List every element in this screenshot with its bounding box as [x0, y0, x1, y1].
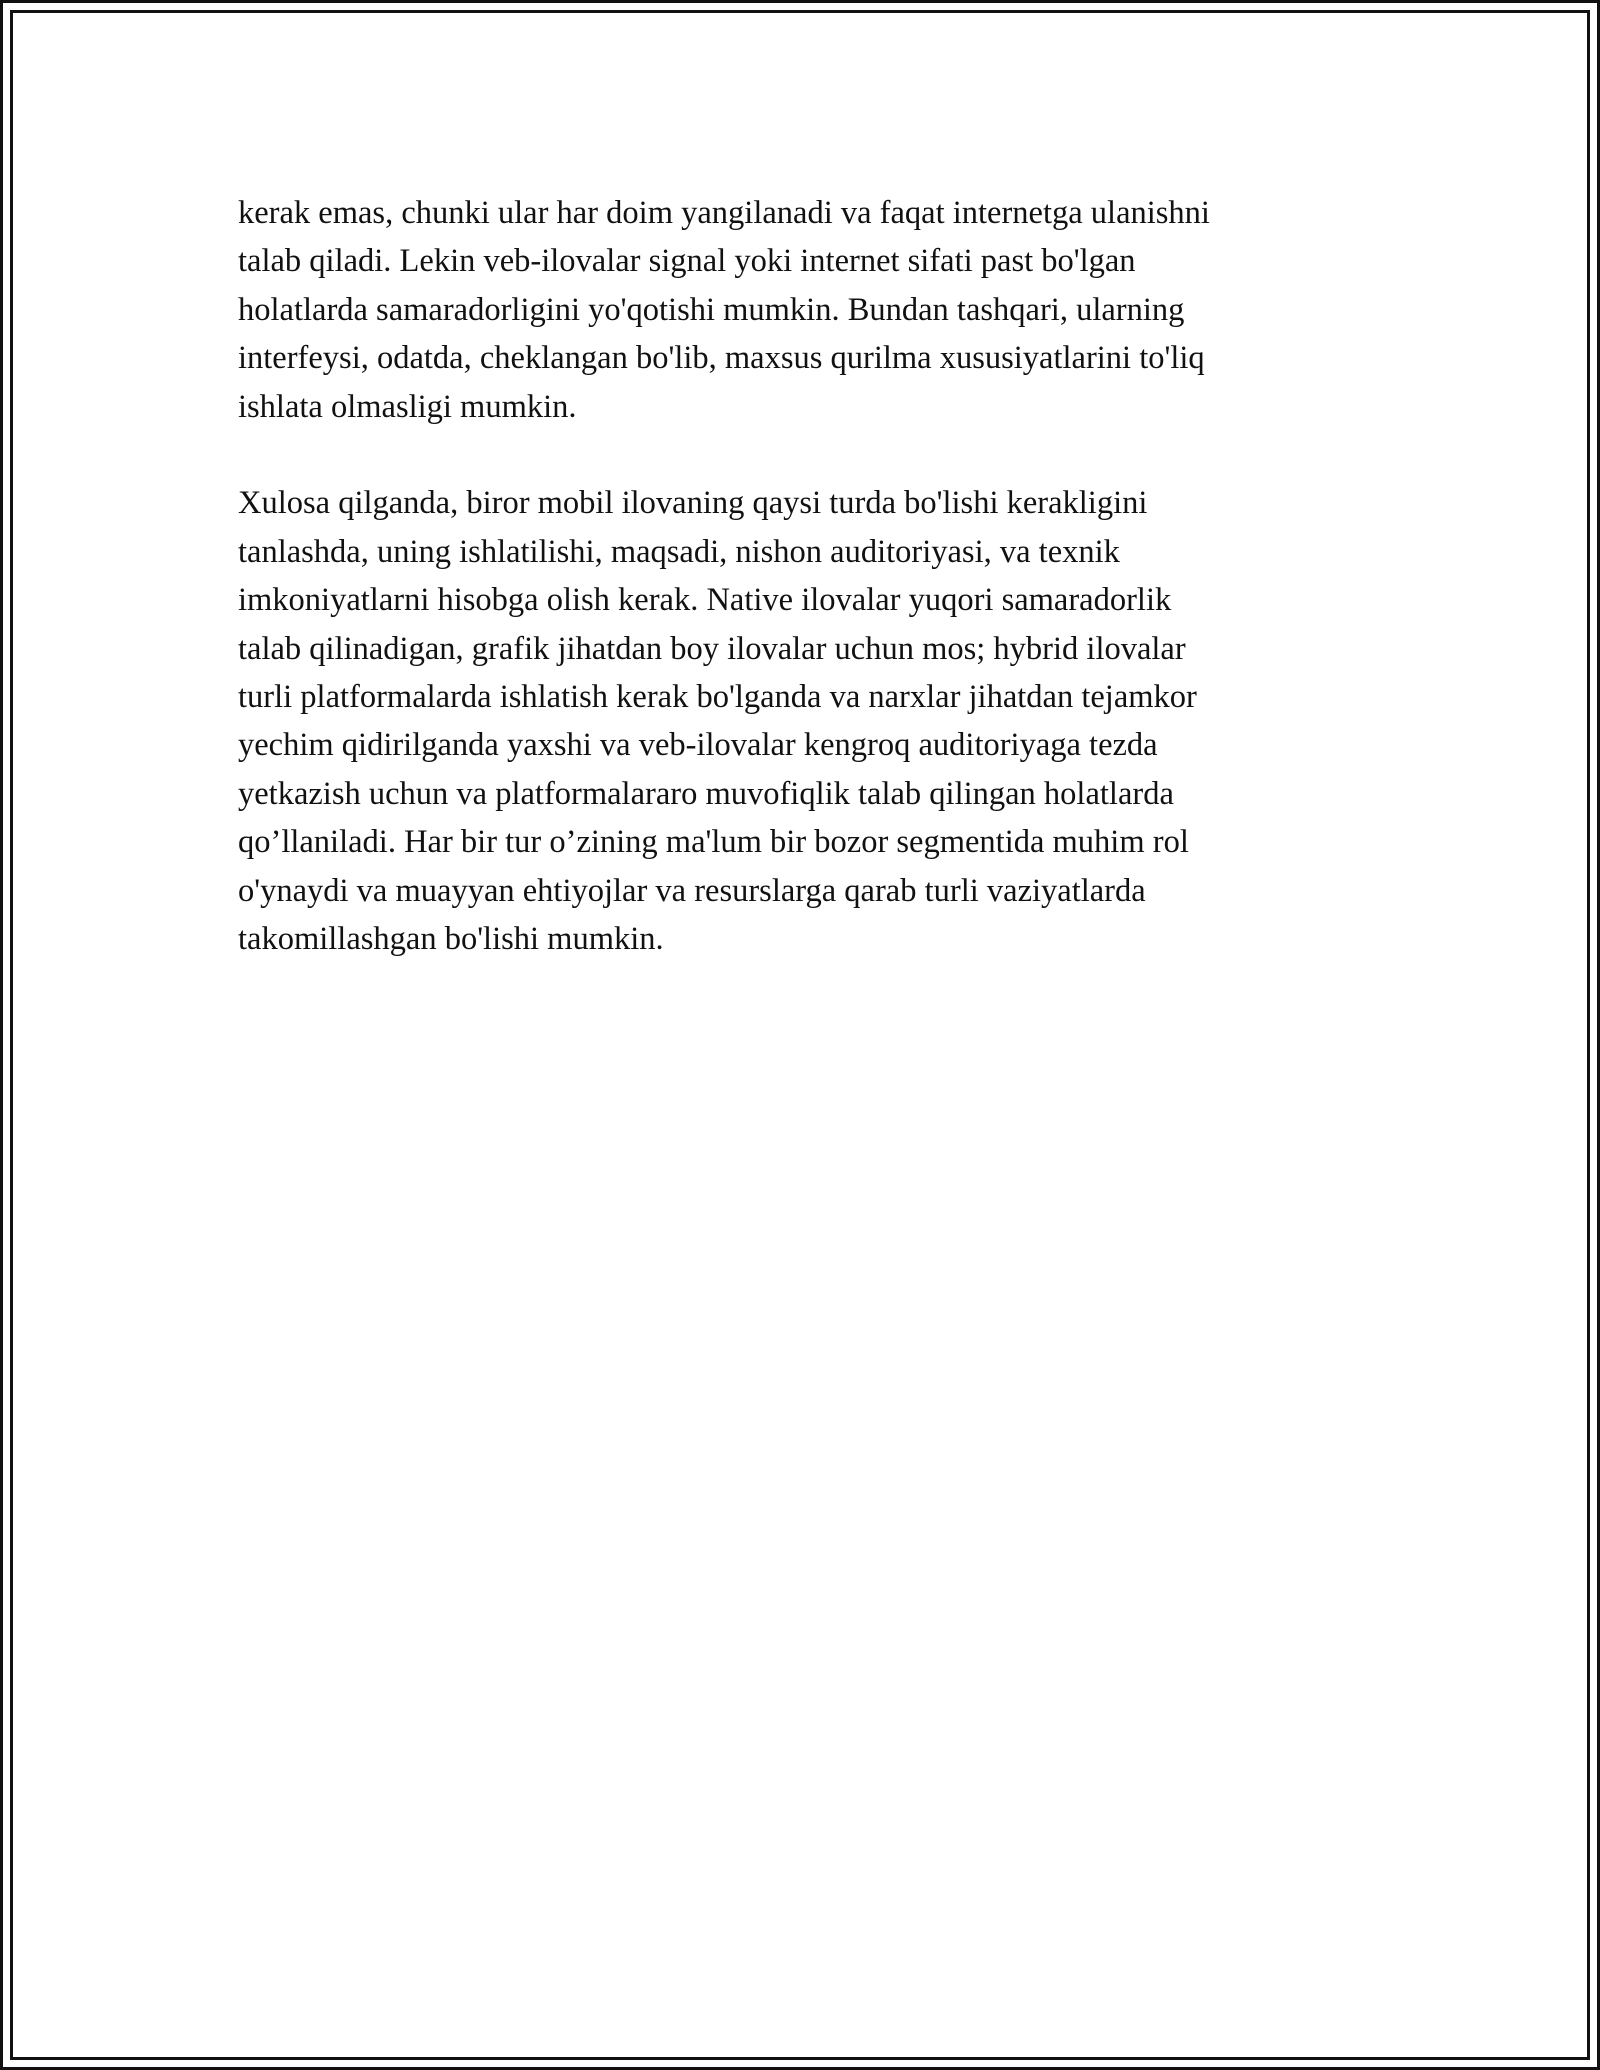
- text-line: yetkazish uchun va platformalararo muvofiqlik talab qilingan holatlarda: [238, 775, 1174, 812]
- text-line: takomillashgan bo'lishi mumkin.: [238, 921, 664, 958]
- text-line: tanlashda, uning ishlatilishi, maqsadi, nishon auditoriyasi, va texnik: [238, 533, 1120, 570]
- text-line: kerak emas, chunki ular har doim yangilanadi va faqat internetga ulanishni: [238, 195, 1210, 231]
- text-line: talab qiladi. Lekin veb-ilovalar signal yoki internet sifati past bo'lgan: [238, 243, 1136, 280]
- text-line: imkoniyatlarni hisobga olish kerak. Native ilovalar yuqori samaradorlik: [238, 582, 1172, 619]
- text-line: interfeysi, odatda, cheklangan bo'lib, maxsus qurilma xususiyatlarini to'liq: [238, 340, 1205, 377]
- text-line: ishlata olmasligi mumkin.: [238, 388, 577, 425]
- text-line: talab qilinadigan, grafik jihatdan boy ilovalar uchun mos; hybrid ilovalar: [238, 630, 1186, 667]
- text-line: holatlarda samaradorligini yo'qotishi mumkin. Bundan tashqari, ularning: [238, 291, 1185, 328]
- paragraph-2: [238, 479, 1358, 963]
- paragraph-spacing: [238, 431, 1358, 479]
- text-line: turli platformalarda ishlatish kerak bo'lganda va narxlar jihatdan tejamkor: [238, 679, 1197, 716]
- paragraph-1: [238, 189, 1358, 431]
- text-line: qo’llaniladi. Har bir tur o’zining ma'lum bir bozor segmentida muhim rol: [238, 824, 1189, 861]
- text-line: o'ynaydi va muayyan ehtiyojlar va resurslarga qarab turli vaziyatlarda: [238, 872, 1146, 909]
- text-line: Xulosa qilganda, biror mobil ilovaning qaysi turda bo'lishi kerakligini: [238, 485, 1148, 522]
- document-body: [238, 189, 1358, 963]
- text-line: yechim qidirilganda yaxshi va veb-ilovalar kengroq auditoriyaga tezda: [238, 727, 1158, 764]
